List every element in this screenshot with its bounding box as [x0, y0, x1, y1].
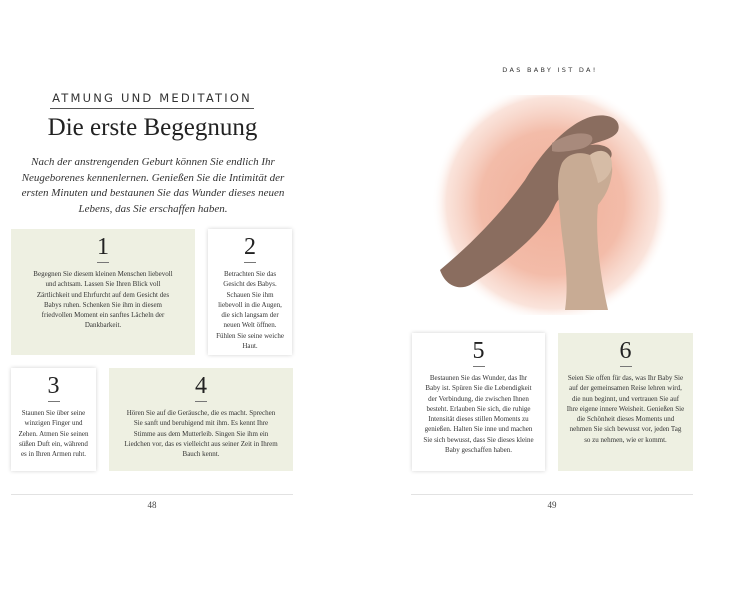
step-text: Staunen Sie über seine winzigen Finger und Zehen. Atmen Sie seinen süßen Duft ein, während es in Ihren Armen ruht. [18, 409, 89, 459]
step-card-2 [208, 229, 292, 355]
running-head: DAS BABY IST DA! [502, 66, 598, 74]
intro-paragraph: Nach der anstrengenden Geburt können Sie endlich Ihr Neugeborenes kennenlernen. Genießen Sie die Intimität der ersten Minuten und bestaunen Sie das Wunder dieses neuen Lebens, das Sie erschaffen haben. [21, 156, 285, 215]
hand-illustration [430, 95, 690, 315]
step-text: Hören Sie auf die Geräusche, die es macht. Sprechen Sie sanft und beruhigend mit ihm. Es kennt Ihre Stimme aus dem Mutterleib. Singen Sie ihm ein Liedchen vor, das es vielleicht aus seiner Zeit in Ihrem Bauch kennt. [124, 409, 278, 459]
step-number: 4 [195, 373, 207, 399]
step-number: 5 [472, 338, 485, 364]
page-number-left: 48 [147, 500, 157, 510]
step-number: 2 [244, 234, 256, 260]
step-card-3 [11, 368, 96, 471]
step-number-rule [473, 366, 485, 367]
step-text: Begegnen Sie diesem kleinen Menschen liebevoll und achtsam. Lassen Sie Ihren Blick voll Zärtlichkeit und Ehrfurcht auf dem Gesicht des Babys ruhen. Schenken Sie ihm in diesem friedvollen Moment ein sanftes Lächeln der Dankbarkeit. [33, 270, 173, 330]
step-card-5 [412, 333, 545, 471]
step-card-4 [109, 368, 293, 471]
step-number-rule [620, 366, 632, 367]
step-text: Seien Sie offen für das, was Ihr Baby Sie auf der gemeinsamen Reise lehren wird, die nun beginnt, und vertrauen Sie auf Ihre eigene innere Weisheit. Genießen Sie die Schönheit dieses Moments und nehmen Sie sich bewusst vor, jeden Tag so zu nehmen, wie er kommt. [566, 374, 685, 444]
footer-rule-right [411, 494, 693, 495]
step-number: 6 [619, 338, 632, 364]
step-card-1 [11, 229, 195, 355]
step-number-rule [195, 401, 207, 402]
step-text: Betrachten Sie das Gesicht des Babys. Schauen Sie ihm liebevoll in die Augen, die sich langsam der neuen Welt öffnen. Fühlen Sie seine weiche Haut. [216, 270, 284, 351]
page-title: Die erste Begegnung [47, 114, 258, 141]
kicker-rule [50, 108, 254, 109]
section-kicker: ATMUNG UND MEDITATION [52, 91, 252, 105]
step-card-6 [558, 333, 693, 471]
step-text: Bestaunen Sie das Wunder, das Ihr Baby ist. Spüren Sie die Lebendigkeit der Verbindung, die zwischen Ihnen besteht. Erlauben Sie sich, die ruhige Intensität dieses stillen Moments zu genießen. Halten Sie inne und machen Sie sich bewusst, dass Sie dieses kleine Baby geschaffen haben. [423, 374, 534, 455]
step-number: 1 [97, 234, 109, 260]
step-number: 3 [47, 373, 60, 399]
footer-rule-left [11, 494, 293, 495]
step-number-rule [244, 262, 256, 263]
page-number-right: 49 [547, 500, 557, 510]
step-number-rule [48, 401, 60, 402]
step-number-rule [97, 262, 109, 263]
